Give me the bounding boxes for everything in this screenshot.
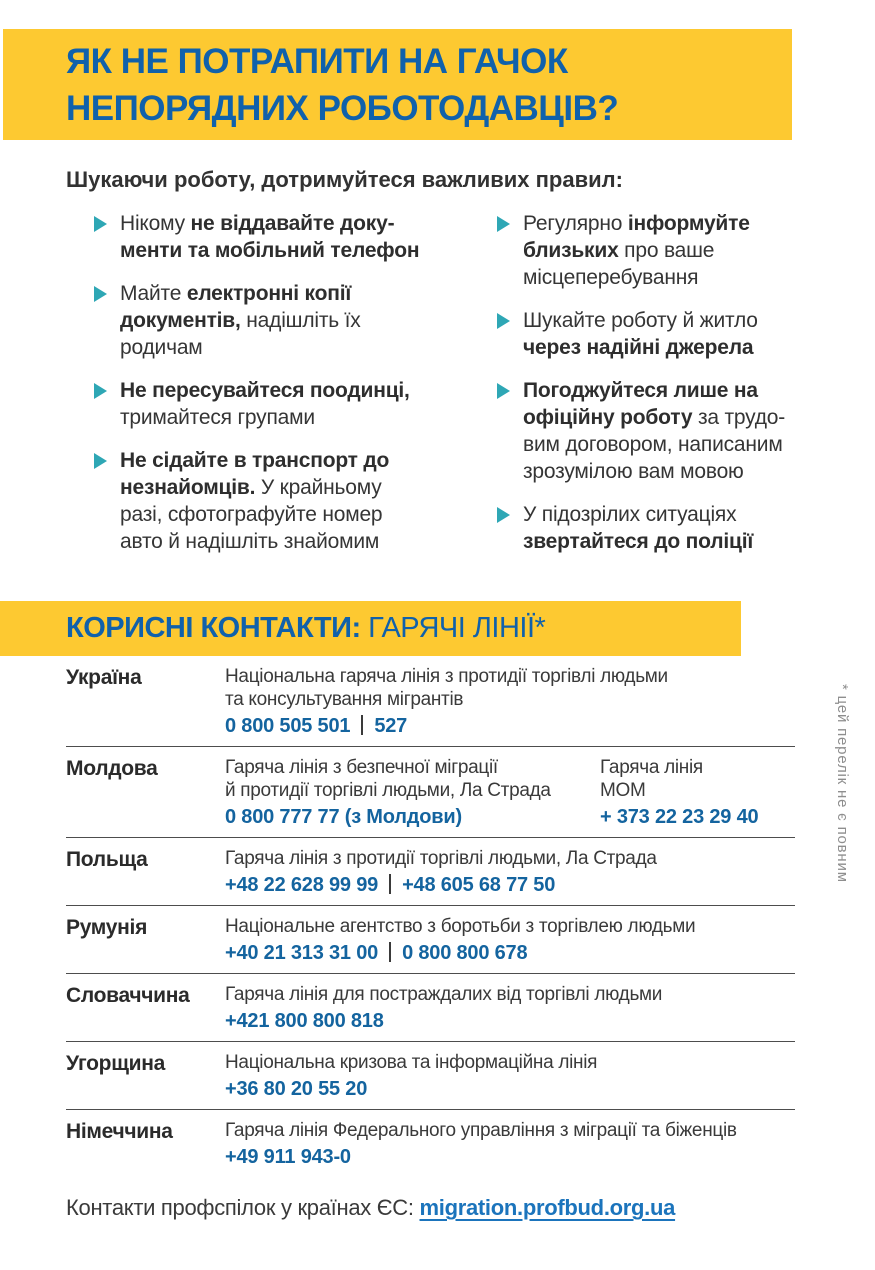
contact-cell <box>225 1051 795 1101</box>
contact-phone: 527 <box>374 715 408 737</box>
bullet-triangle-icon <box>94 286 107 302</box>
country-label: Словаччина <box>66 984 190 1007</box>
intro-text: Шукаючи роботу, дотримуйтеся важливих правил: <box>66 167 623 192</box>
tip-text-regular: Нікому <box>120 212 191 235</box>
tip-text-block <box>523 210 750 291</box>
contact-phone: +48 22 628 99 99 <box>225 874 379 896</box>
tip-text-regular: У підозрілих ситуаціях <box>523 503 737 526</box>
tip-text-regular: тримайтеся групами <box>120 406 315 429</box>
country-label: Угорщина <box>66 1052 165 1075</box>
bullet-triangle-icon <box>497 313 510 329</box>
footer-text: Контакти профспілок у країнах ЄС: <box>66 1195 420 1220</box>
contact-row <box>66 1042 795 1110</box>
bullet-triangle-icon <box>497 216 510 232</box>
contact-description: Гаряча лінія МОМ <box>600 757 703 801</box>
contact-content <box>225 1051 795 1101</box>
contact-phone: 0 800 777 77 (з Молдови) <box>225 806 462 828</box>
country-label: Україна <box>66 666 142 689</box>
tips-columns <box>94 210 875 571</box>
contact-content <box>225 983 795 1033</box>
tip-text-regular: авто й надішліть знайомим <box>120 530 380 553</box>
tip-text-regular: Шукайте роботу й житло <box>523 309 758 332</box>
tip-text-bold: інформуйте <box>627 212 750 235</box>
tip-text-bold: незнайомців. <box>120 476 256 499</box>
tip-text-bold: Не пересувайтеся поодинці, <box>120 379 410 402</box>
contact-description: Національне агентство з боротьби з торгівлею людьми <box>225 916 696 937</box>
tip-text-regular: родичам <box>120 336 203 359</box>
contact-description: Гаряча лінія для постраждалих від торгівлі людьми <box>225 984 663 1005</box>
bullet-triangle-icon <box>94 453 107 469</box>
tip-text-bold: електронні копії <box>186 282 352 305</box>
contact-phones <box>225 1009 795 1033</box>
contacts-title-bold: КОРИСНІ КОНТАКТИ: <box>66 612 361 644</box>
contact-phone: +421 800 800 818 <box>225 1010 384 1032</box>
tip-item <box>497 210 842 291</box>
tip-text-block <box>523 377 785 485</box>
contact-content <box>225 665 795 738</box>
tip-text-block <box>523 501 753 555</box>
bullet-triangle-icon <box>497 383 510 399</box>
bullet-triangle-icon <box>497 507 510 523</box>
tip-text-regular: Майте <box>120 282 187 305</box>
contact-cell <box>225 847 795 897</box>
contact-row <box>66 838 795 906</box>
contact-phone: +48 605 68 77 50 <box>402 874 556 896</box>
tip-text-block <box>523 307 758 361</box>
footnote-vertical: * цей перелік не є повним <box>834 684 851 883</box>
bullet-triangle-icon <box>94 216 107 232</box>
contact-phone: 0 800 800 678 <box>402 942 528 964</box>
tips-left-column <box>94 210 476 571</box>
country-label: Польща <box>66 848 148 871</box>
tip-text-bold: не віддавайте доку- <box>190 212 395 235</box>
contact-content <box>225 847 795 897</box>
contact-phone: 0 800 505 501 <box>225 715 351 737</box>
page-title-line1: ЯК НЕ ПОТРАПИТИ НА ГАЧОК <box>66 41 568 81</box>
tip-text-bold: Погоджуйтеся лише на <box>523 379 758 402</box>
tip-text-bold: через надійні джерела <box>523 336 754 359</box>
tip-item <box>497 501 842 555</box>
contact-row <box>66 656 795 747</box>
contact-phone: +49 911 943-0 <box>225 1146 351 1168</box>
phone-separator <box>389 942 391 962</box>
contact-cell <box>225 1119 795 1169</box>
contact-row <box>66 1110 795 1177</box>
page-title-line2: НЕПОРЯДНИХ РОБОТОДАВЦІВ? <box>66 88 619 128</box>
tip-text-bold: офіційну роботу <box>523 406 693 429</box>
phone-separator <box>389 874 391 894</box>
tip-text-regular: Регулярно <box>523 212 628 235</box>
contact-phones <box>225 941 795 965</box>
contact-content <box>225 915 795 965</box>
contact-description: Гаряча лінія Федерального управління з міграції та біженців <box>225 1120 737 1141</box>
tip-text-regular: за трудо- <box>692 406 786 429</box>
tip-item <box>94 210 476 264</box>
tip-text-block <box>120 447 389 555</box>
title-banner <box>3 29 792 140</box>
tip-text-block <box>120 377 410 431</box>
flyer-page <box>0 29 875 1270</box>
contact-description: Гаряча лінія з безпечної міграції й протидії торгівлі людьми, Ла Страда <box>225 757 551 801</box>
contact-phones <box>225 805 600 829</box>
country-label: Румунія <box>66 916 148 939</box>
contact-phones <box>225 1077 795 1101</box>
tip-text-bold: Не сідайте в транспорт до <box>120 449 390 472</box>
tip-text-block <box>120 280 361 361</box>
tips-right-column <box>497 210 842 571</box>
contact-row <box>66 974 795 1042</box>
country-label: Німеччина <box>66 1120 173 1143</box>
contact-content <box>225 756 795 829</box>
contact-phones <box>225 714 795 738</box>
tip-item <box>94 447 476 555</box>
contacts-table <box>66 656 795 1177</box>
tip-text-bold: документів, <box>120 309 241 332</box>
footer-link[interactable]: migration.profbud.org.ua <box>419 1195 676 1220</box>
contact-cell <box>225 915 795 965</box>
tip-item <box>497 307 842 361</box>
tip-text-bold: близьких <box>523 239 619 262</box>
tip-text-regular: У крайньому <box>255 476 382 499</box>
contact-row <box>66 906 795 974</box>
contact-phone: +36 80 20 55 20 <box>225 1078 368 1100</box>
contact-cell <box>225 756 600 829</box>
tip-text-bold: звертайтеся до поліції <box>523 530 754 553</box>
tip-text-regular: про ваше <box>618 239 715 262</box>
contact-phone: +40 21 313 31 00 <box>225 942 379 964</box>
tip-item <box>94 377 476 431</box>
contact-row <box>66 747 795 838</box>
tip-text-bold: менти та мобільний телефон <box>120 239 420 262</box>
tip-text-regular: зрозумілою вам мовою <box>523 460 744 483</box>
tip-text-regular: вим договором, написаним <box>523 433 783 456</box>
bullet-triangle-icon <box>94 383 107 399</box>
tip-item <box>497 377 842 485</box>
contact-cell <box>600 756 795 829</box>
country-label: Молдова <box>66 757 158 780</box>
contact-cell <box>225 983 795 1033</box>
phone-separator <box>361 715 363 735</box>
contact-description: Національна гаряча лінія з протидії торгівлі людьми та консультування мігрантів <box>225 666 668 710</box>
tip-text-regular: місцеперебування <box>523 266 699 289</box>
contacts-title-regular: ГАРЯЧІ ЛІНІЇ* <box>360 612 546 644</box>
contact-phone: + 373 22 23 29 40 <box>600 806 759 828</box>
tip-text-block <box>120 210 419 264</box>
contact-phones <box>600 805 795 829</box>
contact-phones <box>225 1145 795 1169</box>
contacts-banner <box>0 601 741 656</box>
footer <box>66 1195 875 1221</box>
tip-text-regular: разі, сфотографуйте номер <box>120 503 383 526</box>
contact-content <box>225 1119 795 1169</box>
contact-phones <box>225 873 795 897</box>
contact-cell <box>225 665 795 738</box>
tip-item <box>94 280 476 361</box>
contact-description: Національна кризова та інформаційна лінія <box>225 1052 598 1073</box>
tip-text-regular: надішліть їх <box>240 309 361 332</box>
contact-description: Гаряча лінія з протидії торгівлі людьми, Ла Страда <box>225 848 657 869</box>
